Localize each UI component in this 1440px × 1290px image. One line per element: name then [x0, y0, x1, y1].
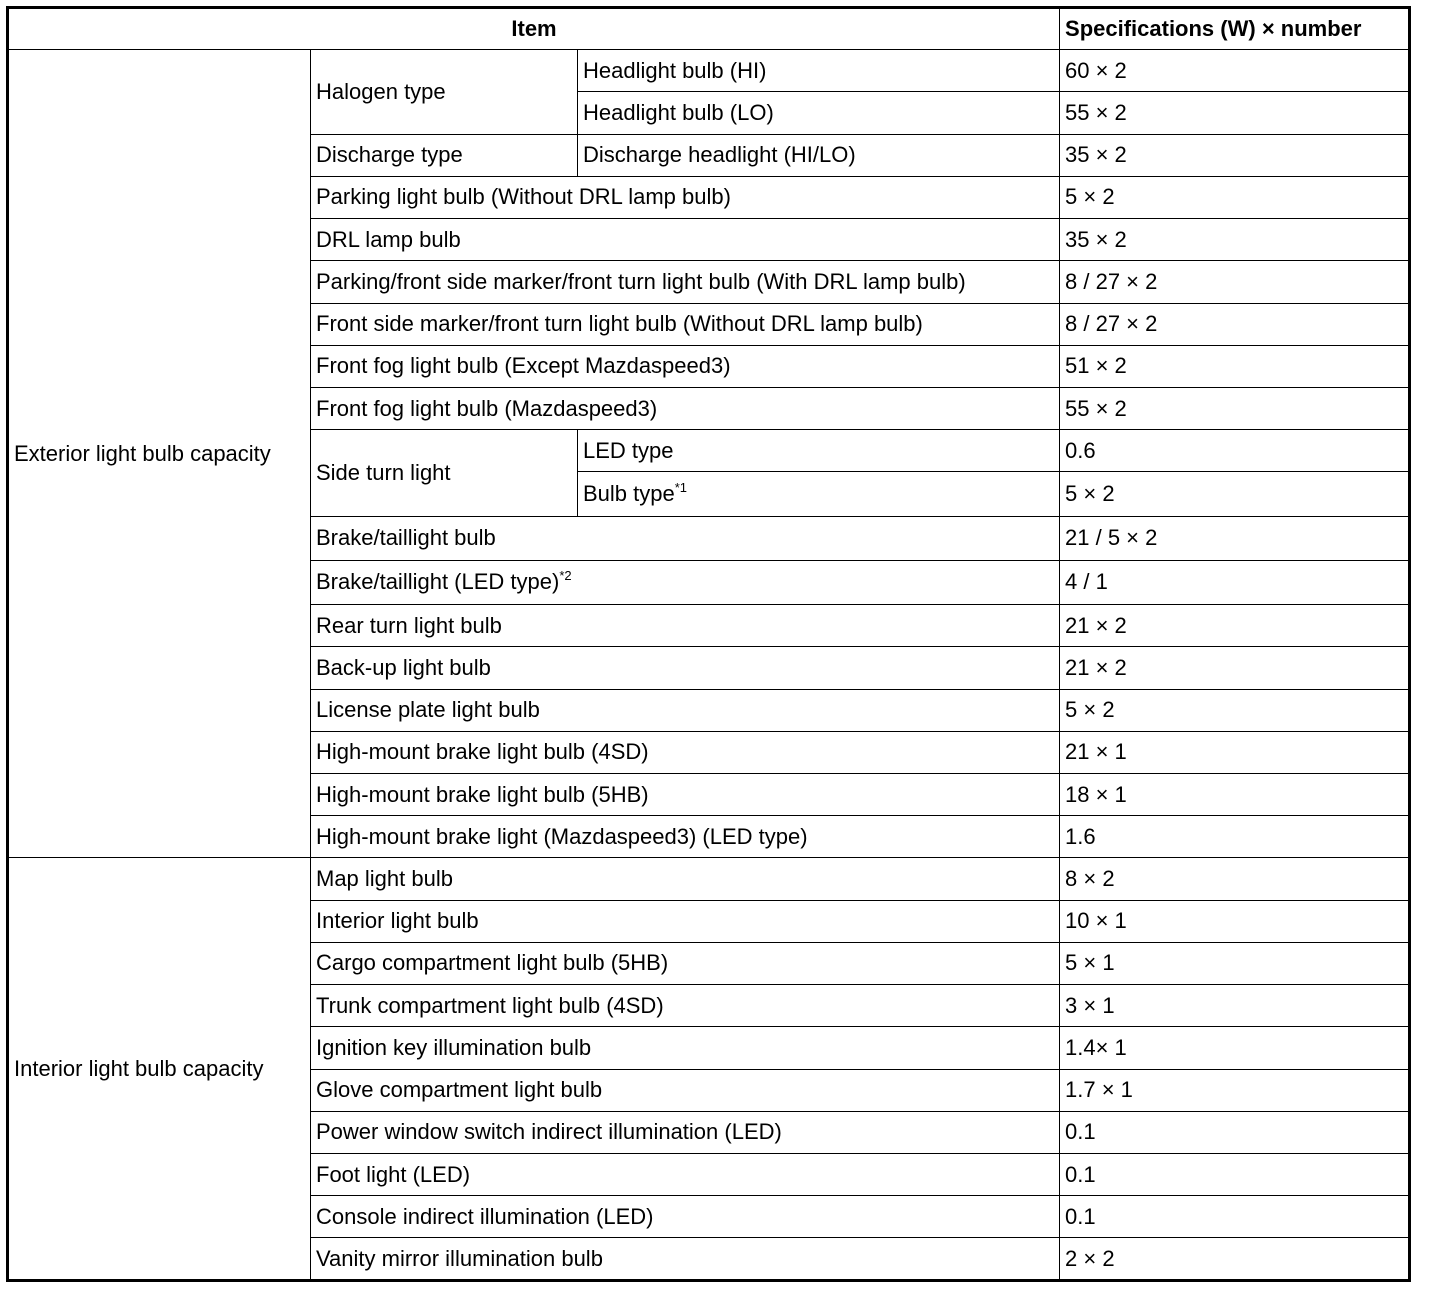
- item-name: LED type: [578, 430, 1060, 472]
- item-spec: 35 × 2: [1060, 134, 1410, 176]
- item-name: [578, 472, 1060, 516]
- item-spec: 5 × 2: [1060, 472, 1410, 516]
- footnote-mark: *1: [674, 480, 688, 496]
- item-spec: 4 / 1: [1060, 560, 1410, 604]
- item-name: Interior light bulb: [311, 900, 1060, 942]
- item-name-text: Bulb type: [583, 481, 675, 507]
- item-name: Headlight bulb (HI): [578, 50, 1060, 92]
- item-spec: 35 × 2: [1060, 219, 1410, 261]
- item-spec: 10 × 1: [1060, 900, 1410, 942]
- item-name: Trunk compartment light bulb (4SD): [311, 985, 1060, 1027]
- table-row: [8, 50, 1410, 92]
- item-name: High-mount brake light bulb (5HB): [311, 773, 1060, 815]
- item-name: Glove compartment light bulb: [311, 1069, 1060, 1111]
- item-spec: 0.6: [1060, 430, 1410, 472]
- item-spec: 8 / 27 × 2: [1060, 261, 1410, 303]
- item-name: Console indirect illumination (LED): [311, 1196, 1060, 1238]
- item-name: Front fog light bulb (Except Mazdaspeed3): [311, 345, 1060, 387]
- item-spec: 55 × 2: [1060, 92, 1410, 134]
- item-name: License plate light bulb: [311, 689, 1060, 731]
- item-spec: 8 / 27 × 2: [1060, 303, 1410, 345]
- discharge-type-label: Discharge type: [311, 134, 578, 176]
- item-spec: 60 × 2: [1060, 50, 1410, 92]
- item-spec: 0.1: [1060, 1153, 1410, 1195]
- item-name: Front fog light bulb (Mazdaspeed3): [311, 387, 1060, 429]
- item-name: Brake/taillight bulb: [311, 516, 1060, 560]
- item-name-text: Brake/taillight (LED type): [316, 569, 560, 595]
- item-spec: 0.1: [1060, 1196, 1410, 1238]
- exterior-group-label: Exterior light bulb capacity: [8, 50, 311, 858]
- item-name: Power window switch indirect illumination (LED): [311, 1111, 1060, 1153]
- item-name: Ignition key illumination bulb: [311, 1027, 1060, 1069]
- item-spec: 2 × 2: [1060, 1238, 1410, 1281]
- table-row: [8, 858, 1410, 900]
- item-name: Front side marker/front turn light bulb (Without DRL lamp bulb): [311, 303, 1060, 345]
- header-row: [8, 8, 1410, 50]
- item-name: Parking light bulb (Without DRL lamp bulb): [311, 176, 1060, 218]
- item-spec: 18 × 1: [1060, 773, 1410, 815]
- footnote-mark: *2: [559, 568, 572, 584]
- side-turn-label: Side turn light: [311, 430, 578, 516]
- item-spec: 21 × 2: [1060, 647, 1410, 689]
- item-name: Parking/front side marker/front turn light bulb (With DRL lamp bulb): [311, 261, 1060, 303]
- item-spec: 8 × 2: [1060, 858, 1410, 900]
- item-spec: 1.4× 1: [1060, 1027, 1410, 1069]
- item-header: Item: [8, 8, 1060, 50]
- item-name: Rear turn light bulb: [311, 605, 1060, 647]
- item-name: High-mount brake light bulb (4SD): [311, 731, 1060, 773]
- item-spec: 3 × 1: [1060, 985, 1410, 1027]
- item-spec: 0.1: [1060, 1111, 1410, 1153]
- spec-header: Specifications (W) × number: [1060, 8, 1410, 50]
- item-spec: 5 × 1: [1060, 942, 1410, 984]
- item-name: High-mount brake light (Mazdaspeed3) (LED type): [311, 816, 1060, 858]
- item-name: Headlight bulb (LO): [578, 92, 1060, 134]
- item-name: Discharge headlight (HI/LO): [578, 134, 1060, 176]
- bulb-spec-table: [6, 6, 1411, 1282]
- item-spec: 5 × 2: [1060, 689, 1410, 731]
- item-name: Cargo compartment light bulb (5HB): [311, 942, 1060, 984]
- item-name: Foot light (LED): [311, 1153, 1060, 1195]
- item-name: Vanity mirror illumination bulb: [311, 1238, 1060, 1281]
- item-spec: 55 × 2: [1060, 387, 1410, 429]
- item-spec: 21 / 5 × 2: [1060, 516, 1410, 560]
- item-name: DRL lamp bulb: [311, 219, 1060, 261]
- item-name: Back-up light bulb: [311, 647, 1060, 689]
- item-name: Map light bulb: [311, 858, 1060, 900]
- item-name: [311, 560, 1060, 604]
- item-spec: 5 × 2: [1060, 176, 1410, 218]
- item-spec: 1.6: [1060, 816, 1410, 858]
- item-spec: 51 × 2: [1060, 345, 1410, 387]
- item-spec: 21 × 2: [1060, 605, 1410, 647]
- interior-group-label: Interior light bulb capacity: [8, 858, 311, 1281]
- item-spec: 1.7 × 1: [1060, 1069, 1410, 1111]
- halogen-type-label: Halogen type: [311, 50, 578, 134]
- item-spec: 21 × 1: [1060, 731, 1410, 773]
